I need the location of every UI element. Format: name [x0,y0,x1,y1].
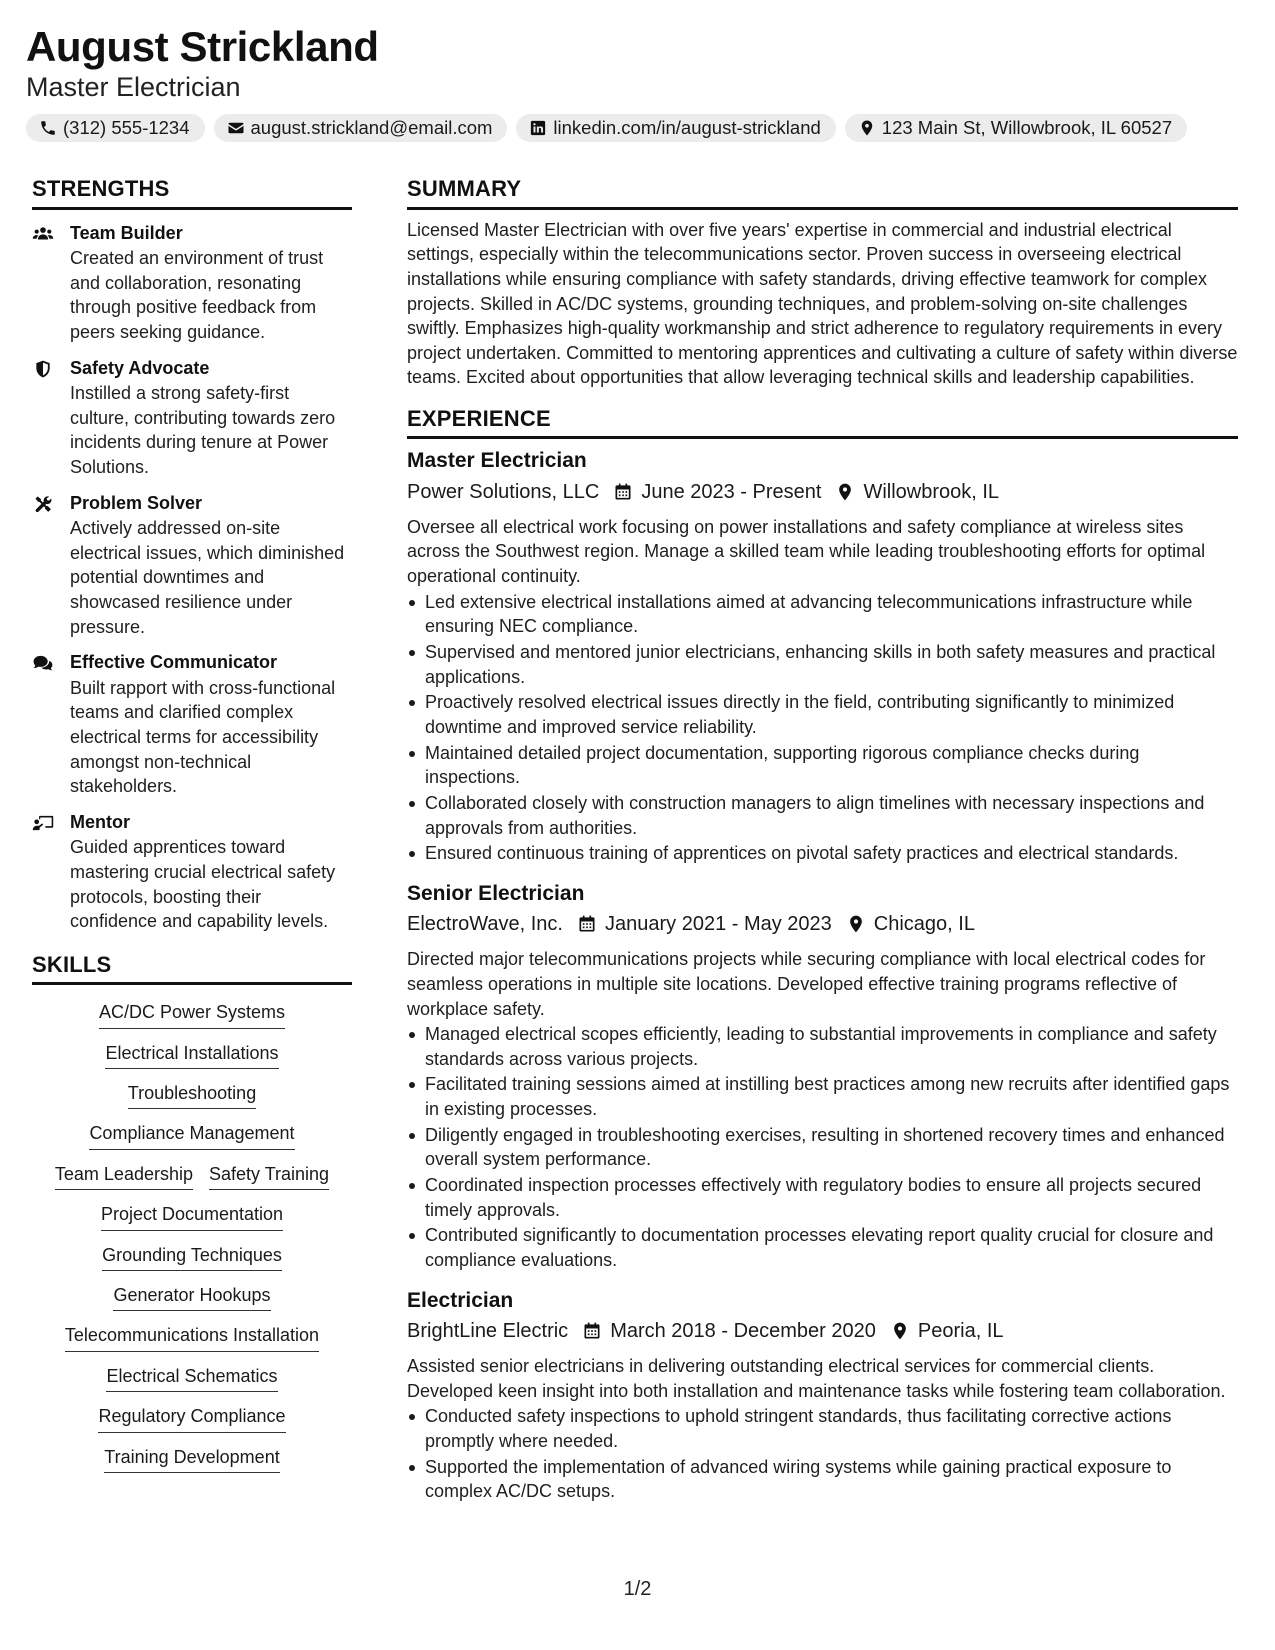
strength-item [32,357,352,480]
job-description: Oversee all electrical work focusing on power installations and safety compliance at wireless sites across the Southwest region. Manage a skilled team while leading troubleshooting efforts for optimal operational continuity. [407,516,1206,587]
strengths-heading: STRENGTHS [32,176,352,209]
skill-tag: Electrical Installations [105,1042,278,1069]
bullet-item: Collaborated closely with construction managers to align timelines with necessary inspections and approvals from authorities. [407,791,1238,840]
header [26,24,1249,142]
contact-linkedin[interactable] [516,114,835,142]
phone-icon [39,119,57,137]
skill-tag: Compliance Management [89,1122,294,1149]
job-meta [407,1318,1238,1344]
candidate-name: August Strickland [26,23,379,70]
contact-email[interactable] [214,114,508,142]
skill-tag: Grounding Techniques [102,1244,282,1271]
strength-desc: Created an environment of trust and collaboration, resonating through positive feedback from peers seeking guidance. [70,247,324,342]
strength-title: Effective Communicator [70,652,278,673]
map-marker-icon [858,119,876,137]
skill-tag: Generator Hookups [113,1284,270,1311]
strength-item [32,222,352,345]
skill-tag: AC/DC Power Systems [99,1001,285,1028]
content-columns [26,176,1249,1505]
skills-heading: SKILLS [32,952,352,985]
strengths-section [32,176,352,934]
bullet-item: Managed electrical scopes efficiently, leading to substantial improvements in compliance and safety standards across various projects. [407,1022,1238,1071]
skill-tag: Regulatory Compliance [98,1405,285,1432]
strength-desc: Actively addressed on-site electrical issues, which diminished potential downtimes and showcased resilience under pressure. [70,517,345,637]
job-role: Senior Electrician [407,881,585,905]
strength-item [32,811,352,934]
job-meta [407,911,1238,937]
shield-icon [32,359,54,379]
chalkboard-teacher-icon [32,813,54,833]
bullet-item: Contributed significantly to documentation processes elevating report quality crucial for closure and compliance evaluations. [407,1223,1238,1272]
phone-text: (312) 555-1234 [63,117,190,139]
experience-section [407,406,1238,1504]
job-company: BrightLine Electric [407,1320,569,1343]
strength-desc: Guided apprentices toward mastering crucial electrical safety protocols, boosting their confidence and capability levels. [70,837,336,932]
strength-title: Safety Advocate [70,357,210,378]
linkedin-icon [529,119,547,137]
job-description: Directed major telecommunications projects while securing compliance with local electrical codes for seamless operations in multiple site locations. Developed effective training programs reflective of workplace safety. [407,949,1206,1019]
contact-address[interactable] [845,114,1187,142]
strength-desc: Instilled a strong safety-first culture, contributing towards zero incidents during tenure at Power Solutions. [70,382,336,477]
bullet-item: Supervised and mentored junior electricians, enhancing skills in both safety measures and practical applications. [407,640,1238,689]
comments-icon [32,653,54,673]
tools-icon [32,494,54,514]
users-icon [32,224,54,244]
job-bullets [407,1022,1238,1273]
map-marker-icon [846,914,866,934]
address-text: 123 Main St, Willowbrook, IL 60527 [881,117,1173,139]
skill-tag: Team Leadership [55,1163,193,1190]
bullet-item: Supported the implementation of advanced wiring systems while gaining practical exposure to complex AC/DC setups. [407,1455,1238,1504]
job-company: ElectroWave, Inc. [407,913,563,936]
right-column [407,176,1238,1505]
job-role: Master Electrician [407,449,587,473]
linkedin-text: linkedin.com/in/august-strickland [553,117,821,139]
job-entry [407,1287,1238,1504]
skill-tag: Project Documentation [101,1203,283,1230]
skill-tag: Telecommunications Installation [65,1324,319,1351]
skill-tag: Troubleshooting [128,1082,256,1109]
contact-bar [26,114,1249,142]
job-dates: January 2021 - May 2023 [604,913,832,936]
job-bullets [407,1404,1238,1504]
calendar-icon [577,914,597,934]
left-column [32,176,352,1505]
job-location: Peoria, IL [917,1320,1004,1343]
skill-tag: Electrical Schematics [106,1365,277,1392]
job-meta [407,479,1238,505]
bullet-item: Facilitated training sessions aimed at instilling best practices among new recruits after identified gaps in existing processes. [407,1072,1238,1121]
job-dates: June 2023 - Present [641,480,822,503]
summary-section [407,176,1238,390]
envelope-icon [227,119,245,137]
bullet-item: Led extensive electrical installations aimed at advancing telecommunications infrastructure while ensuring NEC compliance. [407,590,1238,639]
strength-title: Problem Solver [70,492,203,513]
map-marker-icon [890,1321,910,1341]
job-location: Chicago, IL [873,913,975,936]
job-location: Willowbrook, IL [863,480,1000,503]
summary-text: Licensed Master Electrician with over five years' expertise in commercial and industrial electrical settings, especially within the telecommunications sector. Proven success in overseeing electrical installations while ensuring compliance with safety standards, driving effective teamwork for complex projects. Skilled in AC/DC systems, grounding techniques, and problem-solving on-site challenges swiftly. Emphasizes high-quality workmanship and strict adherence to regulatory requirements in every project undertaken. Committed to mentoring apprentices and cultivating a culture of safety within diverse teams. Excited about opportunities that allow leveraging technical skills and leadership capabilities. [407,219,1238,388]
strength-title: Team Builder [70,222,183,243]
bullet-item: Coordinated inspection processes effectively with regulatory bodies to ensure all projects secured timely approvals. [407,1173,1238,1222]
experience-heading: EXPERIENCE [407,406,1238,439]
calendar-icon [582,1321,602,1341]
bullet-item: Maintained detailed project documentation, supporting rigorous compliance checks during inspections. [407,741,1238,790]
job-dates: March 2018 - December 2020 [610,1320,876,1343]
page-number: 1/2 [623,1578,652,1600]
bullet-item: Ensured continuous training of apprentices on pivotal safety practices and electrical standards. [407,841,1238,866]
job-company: Power Solutions, LLC [407,480,600,503]
skills-list [32,1001,352,1473]
strength-title: Mentor [70,811,130,832]
summary-heading: SUMMARY [407,176,1238,209]
skill-tag: Training Development [104,1446,279,1473]
contact-phone[interactable] [26,114,205,142]
strength-item [32,651,352,799]
skills-section [32,952,352,1473]
email-text: august.strickland@email.com [250,117,493,139]
calendar-icon [613,482,633,502]
candidate-title: Master Electrician [26,72,241,103]
strength-desc: Built rapport with cross-functional teams and clarified complex electrical terms for accessibility amongst non-technical stakeholders. [70,677,336,797]
strength-item [32,492,352,640]
bullet-item: Conducted safety inspections to uphold stringent standards, thus facilitating corrective actions promptly where needed. [407,1404,1238,1453]
strengths-list [32,222,352,934]
bullet-item: Diligently engaged in troubleshooting exercises, resulting in shortened recovery times and enhanced overall system performance. [407,1123,1238,1172]
job-entry [407,880,1238,1273]
job-bullets [407,590,1238,866]
map-marker-icon [835,482,855,502]
bullet-item: Proactively resolved electrical issues directly in the field, contributing significantly to minimized downtime and improved service reliability. [407,690,1238,739]
job-description: Assisted senior electricians in delivering outstanding electrical services for commercial clients. Developed keen insight into both installation and maintenance tasks while fostering team collaboration. [407,1356,1226,1401]
skill-tag: Safety Training [209,1163,329,1190]
job-entry [407,447,1238,865]
job-role: Electrician [407,1288,514,1312]
